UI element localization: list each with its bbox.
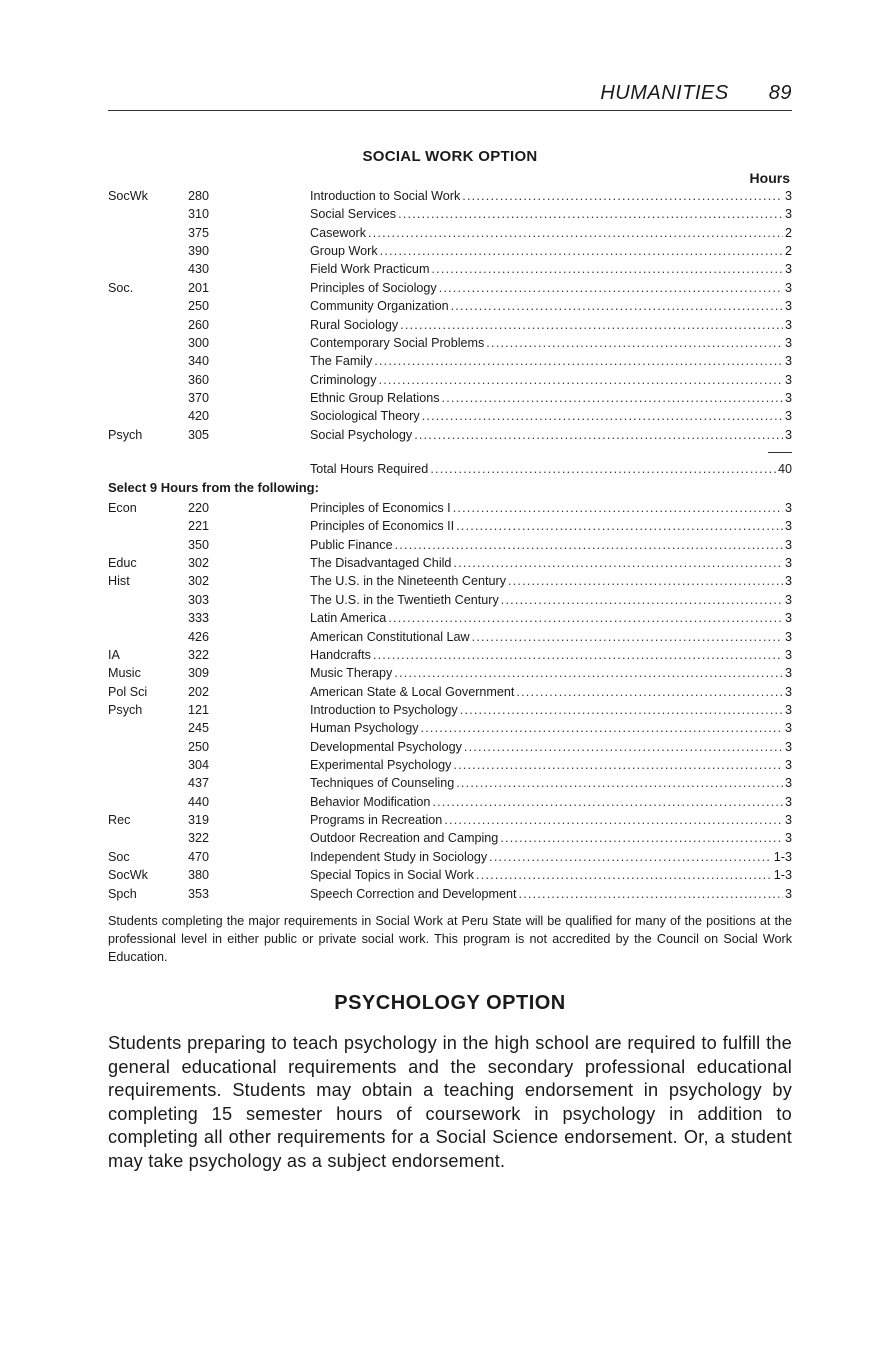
course-hours: 3 [784, 794, 792, 809]
course-row [108, 499, 792, 517]
course-hours: 3 [784, 390, 792, 405]
course-number: 305 [188, 427, 210, 442]
course-title: Rural Sociology [310, 317, 399, 332]
course-hours: 3 [784, 372, 792, 387]
course-title: Music Therapy [310, 666, 393, 681]
course-title: Speech Correction and Development [310, 886, 517, 901]
course-row [108, 536, 792, 554]
course-hours: 3 [784, 574, 792, 589]
course-hours: 2 [784, 244, 792, 259]
total-underline [768, 452, 792, 453]
course-number: 280 [188, 189, 210, 203]
course-title: Special Topics in Social Work [310, 868, 475, 883]
running-head-title: HUMANITIES [600, 82, 729, 104]
elective-courses-list [108, 499, 792, 903]
course-row [108, 701, 792, 719]
elective-instruction: Select 9 Hours from the following: [108, 480, 319, 495]
course-dept: SocWk [108, 189, 148, 203]
course-hours: 3 [784, 684, 792, 699]
course-row [108, 774, 792, 792]
course-hours: 3 [784, 739, 792, 754]
course-number: 260 [188, 317, 210, 332]
course-title: The Disadvantaged Child [310, 556, 452, 571]
course-title: Field Work Practicum [310, 262, 430, 277]
course-title: Casework [310, 225, 366, 240]
course-title: Principles of Economics I [310, 501, 451, 515]
course-number: 220 [188, 501, 210, 515]
course-title: Public Finance [310, 537, 393, 552]
course-dept: Econ [108, 501, 137, 515]
accreditation-note: Students completing the major requirements in Social Work at Peru State will be qualified for many of the positions at the professional level in either public or private social work. This program is not accredited by the Council on Social Work Education. [108, 914, 792, 964]
course-row [108, 591, 792, 609]
course-row [108, 426, 792, 444]
course-number: 250 [188, 299, 210, 314]
course-row [108, 407, 792, 425]
course-row [108, 352, 792, 370]
course-row [108, 371, 792, 389]
course-dept: Hist [108, 574, 130, 589]
course-hours: 3 [784, 317, 792, 332]
course-title: Outdoor Recreation and Camping [310, 831, 499, 846]
course-number: 322 [188, 831, 210, 846]
course-number: 350 [188, 537, 210, 552]
course-hours: 3 [784, 702, 792, 717]
course-hours: 3 [784, 831, 792, 846]
course-hours: 3 [784, 592, 792, 607]
course-dept: Psych [108, 702, 143, 717]
course-title: Developmental Psychology [310, 739, 462, 754]
course-title: Ethnic Group Relations [310, 390, 440, 405]
course-number: 420 [188, 409, 210, 424]
course-dept: SocWk [108, 868, 148, 883]
course-dept: Soc [108, 849, 130, 864]
course-number: 340 [188, 354, 210, 369]
course-number: 201 [188, 280, 210, 295]
course-row [108, 811, 792, 829]
course-title: Handcrafts [310, 647, 371, 662]
course-row [108, 866, 792, 884]
course-row [108, 242, 792, 260]
course-title: Experimental Psychology [310, 758, 452, 773]
course-title: Introduction to Social Work [310, 189, 461, 203]
course-hours: 3 [784, 501, 792, 515]
course-hours: 3 [784, 758, 792, 773]
course-row [108, 609, 792, 627]
course-dept: Rec [108, 813, 131, 828]
course-hours: 3 [784, 886, 792, 901]
total-hours-value: 40 [777, 462, 792, 476]
course-hours: 3 [784, 189, 792, 203]
page-header [108, 82, 792, 108]
course-row [108, 646, 792, 664]
course-title: Techniques of Counseling [310, 776, 455, 791]
course-dept: Spch [108, 886, 137, 901]
course-hours: 3 [784, 721, 792, 736]
course-hours: 1-3 [773, 849, 792, 864]
course-title: Latin America [310, 611, 387, 626]
course-dept: IA [108, 647, 120, 662]
course-title: Social Psychology [310, 427, 413, 442]
course-title: Social Services [310, 207, 397, 222]
course-row [108, 260, 792, 278]
course-row [108, 683, 792, 701]
course-row [108, 628, 792, 646]
course-hours: 3 [784, 666, 792, 681]
course-row [108, 389, 792, 407]
course-title: American Constitutional Law [310, 629, 470, 644]
course-hours: 3 [784, 262, 792, 277]
course-row [108, 738, 792, 756]
course-hours: 3 [784, 537, 792, 552]
course-title: Sociological Theory [310, 409, 420, 424]
course-number: 333 [188, 611, 210, 626]
course-title: Human Psychology [310, 721, 419, 736]
course-number: 440 [188, 794, 210, 809]
course-row [108, 224, 792, 242]
total-hours-label: Total Hours Required [310, 462, 429, 476]
psychology-option-title: PSYCHOLOGY OPTION [334, 992, 566, 1014]
course-hours: 3 [784, 776, 792, 791]
course-number: 360 [188, 372, 210, 387]
course-number: 300 [188, 335, 210, 350]
course-hours: 3 [784, 409, 792, 424]
psychology-paragraph: Students preparing to teach psychology in the high school are required to fulfill the general educational requirements and the secondary professional educational requirements. Students may obtain a teaching endorsement in psychology by completing 15 semester hours of coursework in psychology in addition to completing all other requirements for a Social Science endorsement. Or, a student may take psychology as a subject endorsement. [108, 1033, 792, 1171]
course-dept: Music [108, 666, 141, 681]
course-number: 353 [188, 886, 210, 901]
course-number: 302 [188, 574, 210, 589]
course-row [108, 316, 792, 334]
course-number: 380 [188, 868, 210, 883]
required-courses-list [108, 187, 792, 444]
course-number: 470 [188, 849, 210, 864]
course-hours: 3 [784, 611, 792, 626]
course-row [108, 205, 792, 223]
hours-column-header: Hours [749, 170, 790, 186]
course-row [108, 885, 792, 903]
course-title: Principles of Economics II [310, 519, 455, 534]
course-row [108, 793, 792, 811]
course-number: 310 [188, 207, 210, 222]
course-number: 221 [188, 519, 210, 534]
course-title: Group Work [310, 244, 378, 259]
course-hours: 3 [784, 629, 792, 644]
course-number: 309 [188, 666, 210, 681]
course-hours: 3 [784, 519, 792, 534]
course-row [108, 334, 792, 352]
course-number: 302 [188, 556, 210, 571]
course-number: 426 [188, 629, 210, 644]
course-row [108, 554, 792, 572]
course-row [108, 572, 792, 590]
course-title: Criminology [310, 372, 377, 387]
course-row [108, 279, 792, 297]
total-hours-row [108, 460, 792, 478]
course-title: Behavior Modification [310, 794, 431, 809]
course-title: Independent Study in Sociology [310, 849, 488, 864]
course-row [108, 829, 792, 847]
course-number: 322 [188, 647, 210, 662]
course-hours: 3 [784, 354, 792, 369]
course-number: 370 [188, 390, 210, 405]
course-row [108, 517, 792, 535]
course-dept: Soc. [108, 280, 134, 295]
course-row [108, 297, 792, 315]
course-number: 430 [188, 262, 210, 277]
course-title: American State & Local Government [310, 684, 515, 699]
course-hours: 3 [784, 427, 792, 442]
course-title: The U.S. in the Nineteenth Century [310, 574, 507, 589]
course-dept: Psych [108, 427, 143, 442]
course-title: Programs in Recreation [310, 813, 443, 828]
course-hours: 3 [784, 280, 792, 295]
page-number: 89 [768, 82, 792, 104]
course-number: 245 [188, 721, 210, 736]
course-row [108, 756, 792, 774]
course-row [108, 664, 792, 682]
course-row [108, 848, 792, 866]
course-number: 437 [188, 776, 210, 791]
header-rule [108, 110, 792, 111]
course-dept: Educ [108, 556, 137, 571]
course-title: The U.S. in the Twentieth Century [310, 592, 499, 607]
course-number: 250 [188, 739, 210, 754]
course-hours: 1-3 [773, 868, 792, 883]
course-hours: 3 [784, 813, 792, 828]
course-number: 202 [188, 684, 210, 699]
course-hours: 3 [784, 335, 792, 350]
course-number: 303 [188, 592, 210, 607]
course-hours: 3 [784, 647, 792, 662]
course-title: Community Organization [310, 299, 449, 314]
course-number: 319 [188, 813, 210, 828]
course-title: Principles of Sociology [310, 280, 437, 295]
course-number: 390 [188, 244, 210, 259]
course-title: Introduction to Psychology [310, 702, 458, 717]
course-hours: 3 [784, 556, 792, 571]
course-row [108, 187, 792, 205]
course-title: The Family [310, 354, 373, 369]
course-number: 304 [188, 758, 210, 773]
course-number: 121 [188, 702, 210, 717]
course-row [108, 719, 792, 737]
social-work-option-title: SOCIAL WORK OPTION [362, 148, 538, 165]
course-number: 375 [188, 225, 210, 240]
course-hours: 3 [784, 299, 792, 314]
course-hours: 2 [784, 225, 792, 240]
course-title: Contemporary Social Problems [310, 335, 485, 350]
course-hours: 3 [784, 207, 792, 222]
course-dept: Pol Sci [108, 684, 148, 699]
